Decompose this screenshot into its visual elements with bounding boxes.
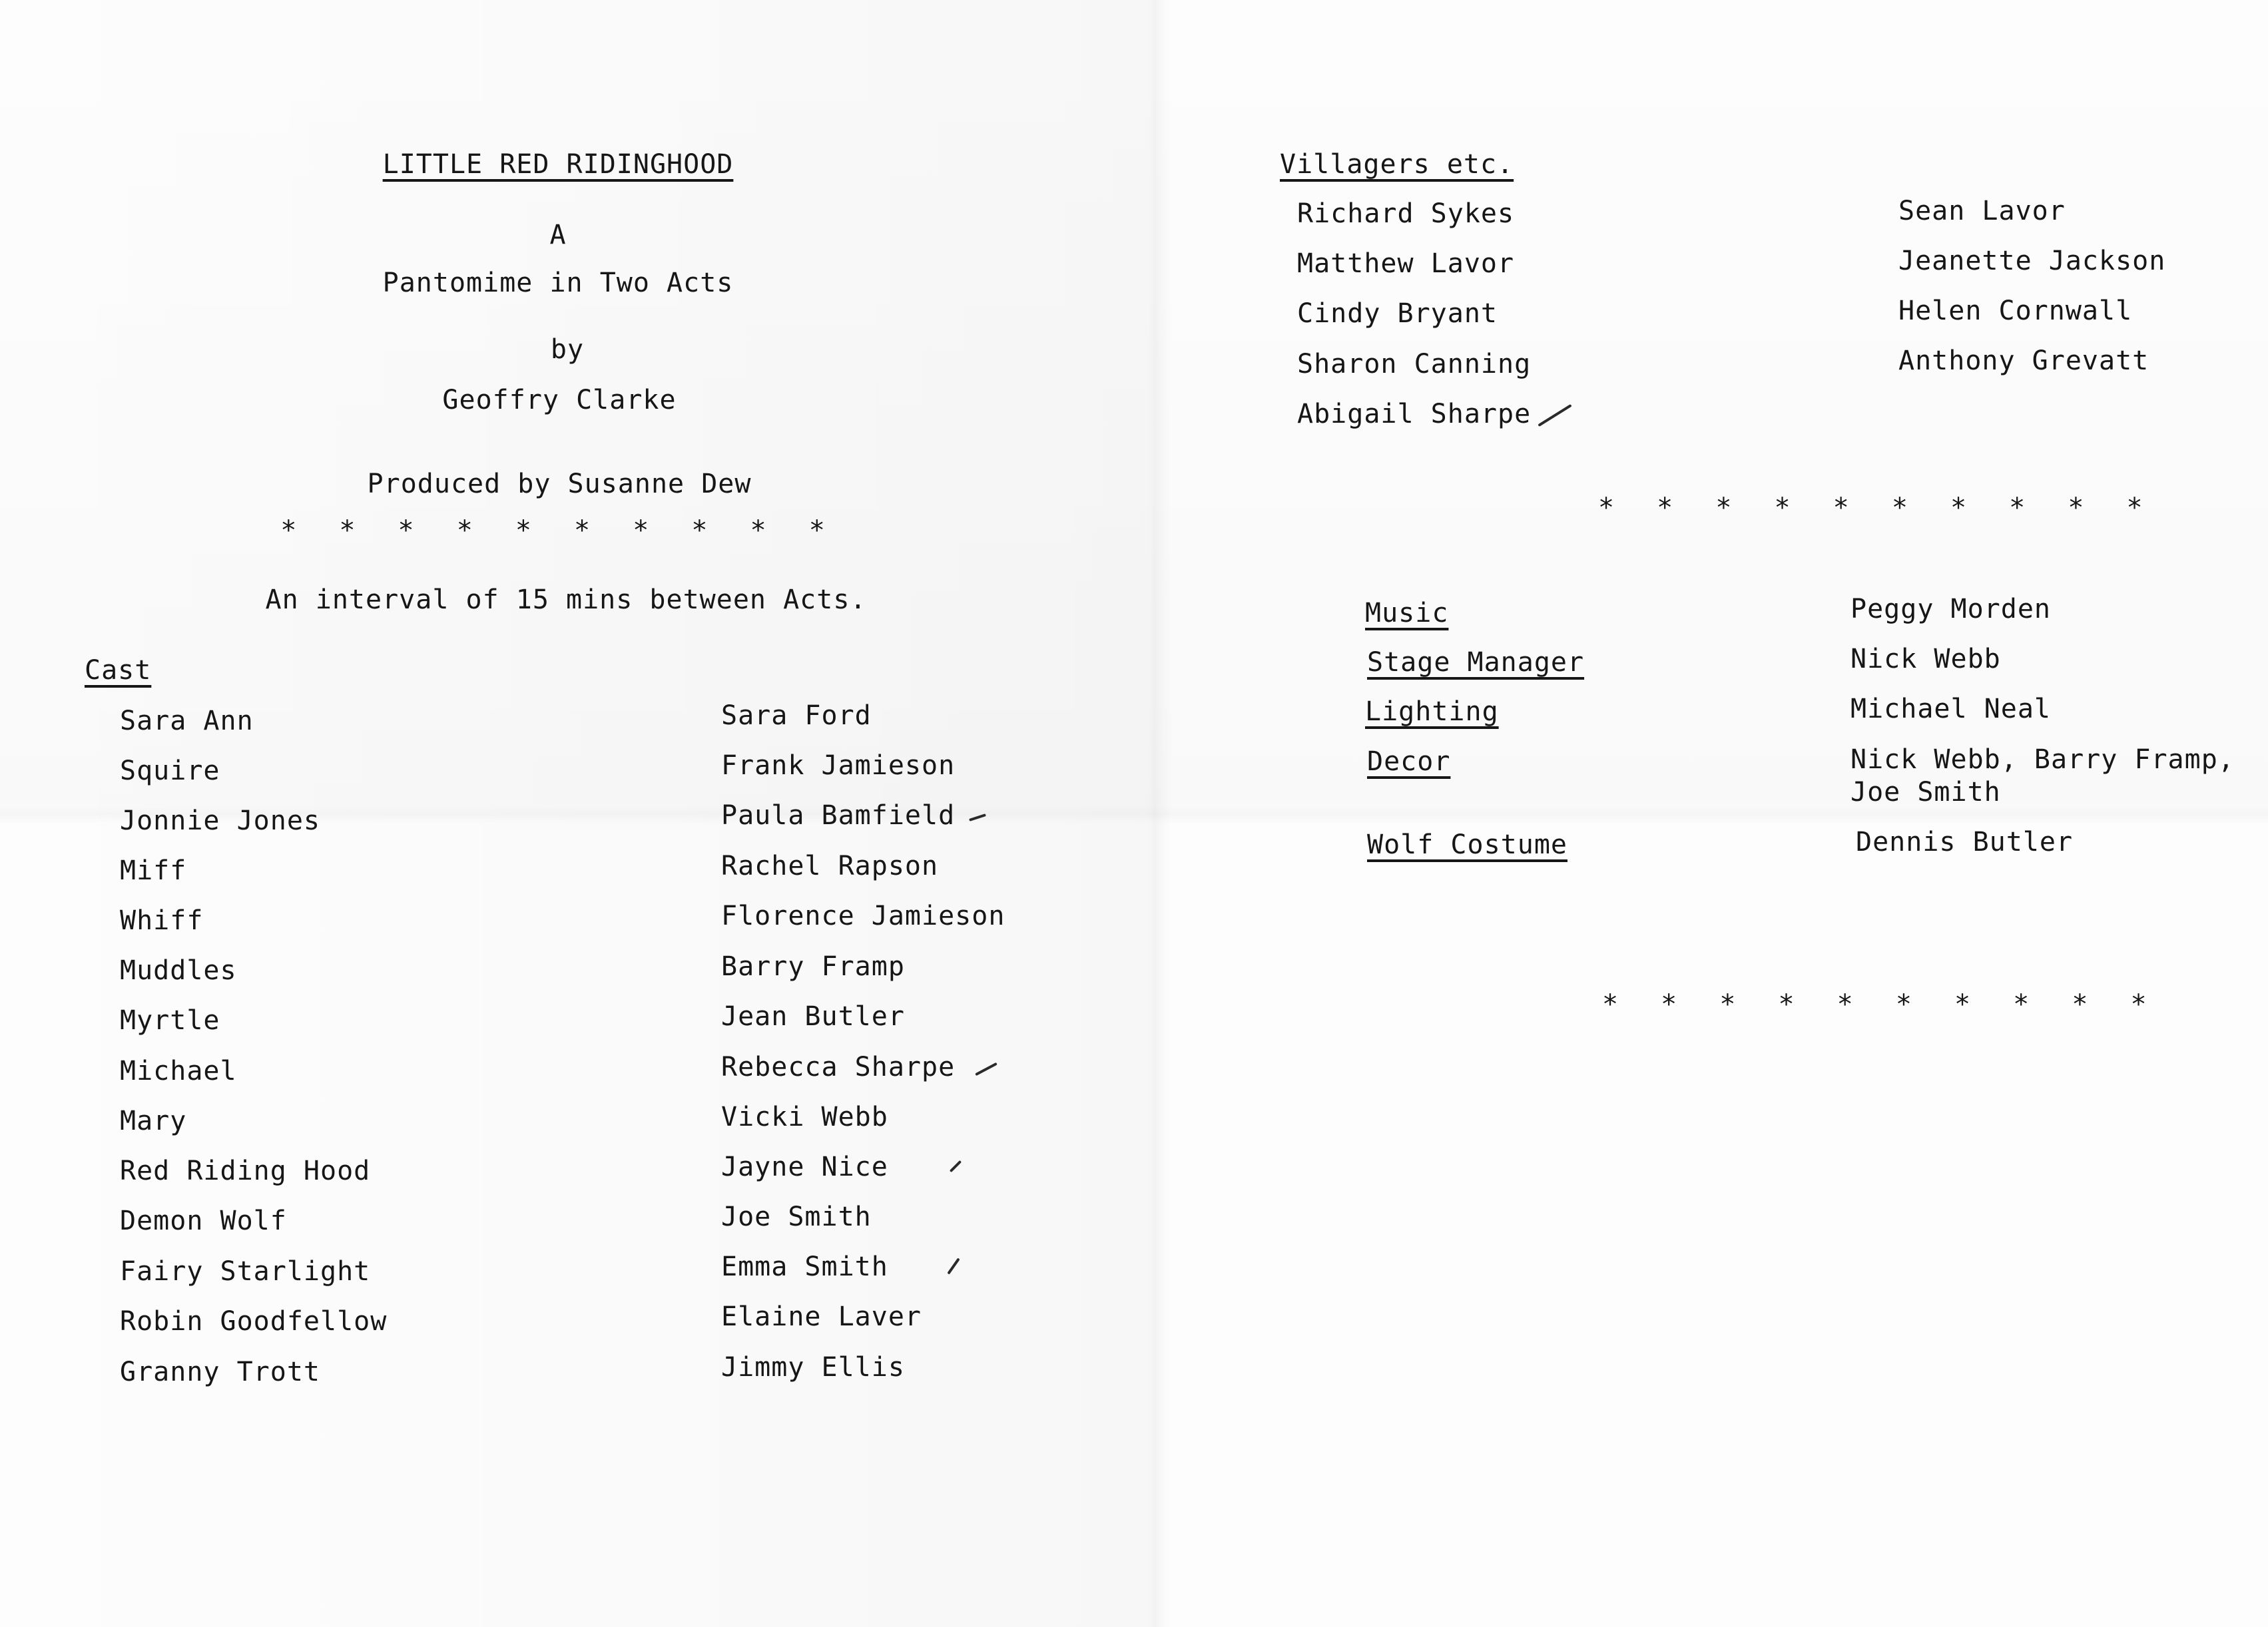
cast-actor: Barry Framp [721, 951, 905, 982]
interval-note: An interval of 15 mins between Acts. [265, 584, 867, 615]
cast-role: Jonnie Jones [120, 806, 320, 836]
cast-role: Fairy Starlight [120, 1256, 371, 1287]
cast-actor: Jean Butler [721, 1001, 905, 1032]
star-divider: * * * * * * * * * * [1598, 493, 2156, 523]
cast-actor: Rachel Rapson [721, 851, 939, 881]
crew-value: Dennis Butler [1856, 827, 2074, 857]
villager-name: Abigail Sharpe [1297, 399, 1532, 429]
crew-label: Wolf Costume [1367, 829, 1567, 860]
cast-role: Myrtle [120, 1005, 220, 1036]
cast-role: Whiff [120, 905, 204, 936]
cast-heading: Cast [85, 655, 152, 686]
villager-name: Cindy Bryant [1297, 298, 1498, 329]
crew-value: Joe Smith [1850, 777, 2001, 808]
villager-name: Richard Sykes [1297, 198, 1515, 229]
cast-actor: Emma Smith [721, 1252, 888, 1282]
cast-actor: Joe Smith [721, 1202, 872, 1232]
programme-title: LITTLE RED RIDINGHOOD [382, 149, 734, 180]
cast-role: Michael [120, 1056, 237, 1086]
by-line: by [550, 334, 585, 365]
cast-role: Miff [120, 855, 187, 886]
cast-actor: Frank Jamieson [721, 750, 956, 781]
star-divider: * * * * * * * * * * [280, 515, 838, 546]
pencil-mark [950, 1160, 962, 1172]
crew-label: Decor [1367, 746, 1451, 777]
cast-actor: Vicki Webb [721, 1102, 888, 1132]
cast-role: Red Riding Hood [120, 1156, 371, 1186]
cast-actor: Rebecca Sharpe [721, 1052, 956, 1082]
crew-label: Stage Manager [1367, 647, 1585, 678]
villager-name: Sharon Canning [1297, 349, 1532, 379]
cast-actor: Jimmy Ellis [721, 1352, 905, 1383]
pencil-mark [1538, 404, 1571, 427]
pencil-mark [947, 1258, 960, 1274]
cast-actor: Sara Ford [721, 700, 872, 731]
cast-role: Robin Goodfellow [120, 1306, 388, 1337]
pencil-mark [969, 814, 986, 821]
cast-role: Demon Wolf [120, 1206, 287, 1236]
pencil-mark [975, 1062, 997, 1076]
crew-label: Lighting [1365, 696, 1499, 727]
author-name: Geoffry Clarke [442, 385, 677, 415]
cast-role: Granny Trott [120, 1357, 320, 1387]
cast-actor: Jayne Nice [721, 1152, 888, 1182]
cast-role: Mary [120, 1106, 187, 1136]
villager-name: Matthew Lavor [1297, 248, 1515, 279]
villager-name: Helen Cornwall [1898, 296, 2133, 326]
cast-role: Sara Ann [120, 706, 254, 736]
villager-name: Jeanette Jackson [1898, 246, 2166, 276]
star-divider: * * * * * * * * * * [1602, 989, 2160, 1020]
cast-actor: Elaine Laver [721, 1301, 922, 1332]
cast-role: Squire [120, 756, 220, 786]
producer-line: Produced by Susanne Dew [367, 469, 752, 499]
programme-subtitle: Pantomime in Two Acts [382, 268, 734, 298]
crew-value: Nick Webb [1850, 644, 2001, 674]
crew-value: Nick Webb, Barry Framp, [1850, 744, 2235, 775]
villager-name: Anthony Grevatt [1898, 346, 2149, 376]
cast-actor: Florence Jamieson [721, 901, 1005, 931]
villager-name: Sean Lavor [1898, 196, 2066, 226]
crew-value: Michael Neal [1850, 694, 2051, 724]
crew-label: Music [1365, 598, 1449, 628]
cast-role: Muddles [120, 955, 237, 986]
villagers-heading: Villagers etc. [1280, 149, 1514, 180]
cast-actor: Paula Bamfield [721, 800, 956, 831]
article-a: A [549, 220, 567, 250]
crew-value: Peggy Morden [1850, 594, 2051, 624]
